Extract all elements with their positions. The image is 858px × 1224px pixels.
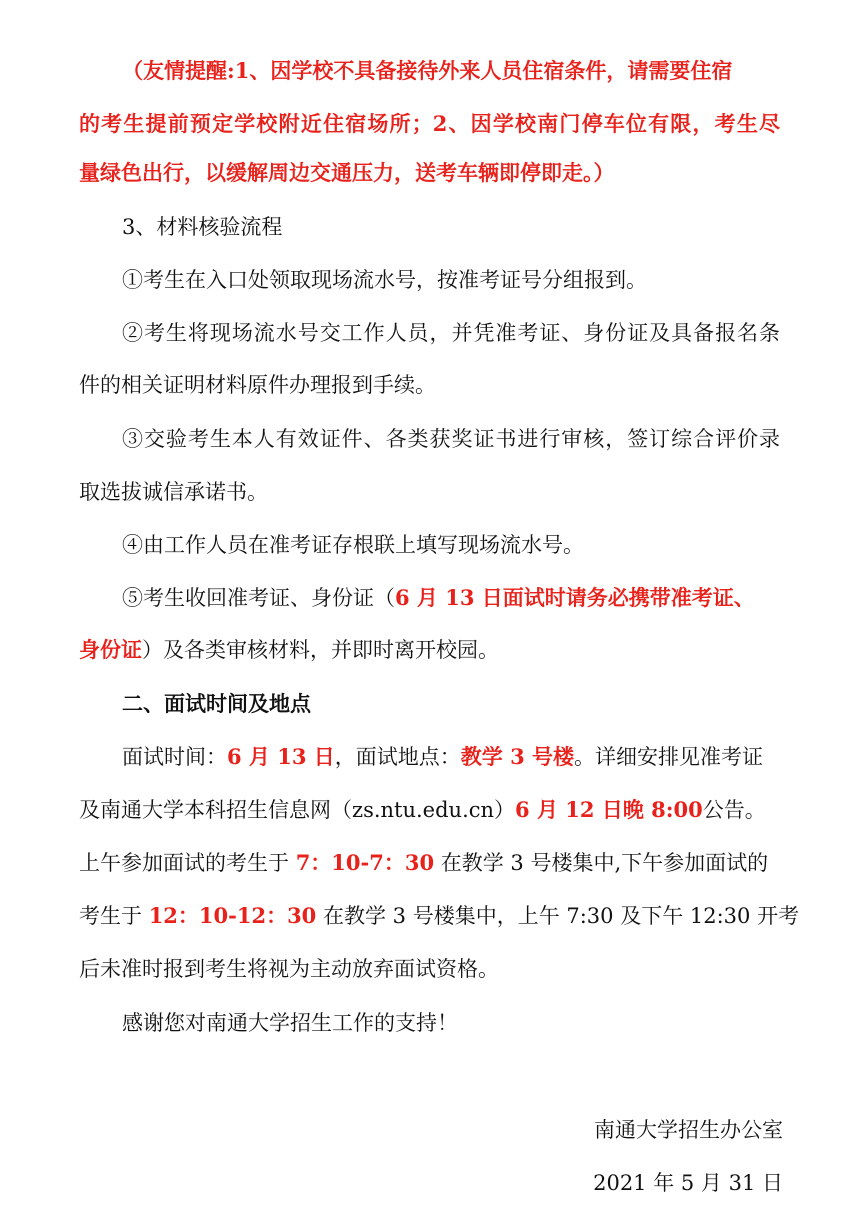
step-2-line-1: ②考生将现场流水号交工作人员，并凭准考证、身份证及具备报名条 — [122, 321, 780, 345]
interview-line-5: 后未准时报到考生将视为主动放弃面试资格。 — [79, 957, 499, 981]
interview-line-1 — [122, 742, 780, 772]
step-5-prefix: ⑤考生收回准考证、身份证（ — [122, 586, 395, 610]
section-heading-interview: 二、面试时间及地点 — [122, 691, 311, 716]
interview-time-label: 面试时间： — [122, 745, 227, 769]
step-5-line-2 — [79, 635, 780, 665]
website-text: 及南通大学本科招生信息网（zs.ntu.edu.cn） — [79, 798, 516, 822]
step-4: ④由工作人员在准考证存根联上填写现场流水号。 — [122, 533, 584, 557]
thanks-text: 感谢您对南通大学招生工作的支持！ — [122, 1011, 458, 1035]
interview-line-4 — [79, 901, 800, 931]
interview-line-3 — [79, 848, 780, 878]
announcement-time: 6 月 12 日晚 8:00 — [515, 797, 703, 822]
afternoon-gather-time: 12：10-12：30 — [148, 903, 317, 928]
signature-date: 2021 年 5 月 31 日 — [593, 1171, 783, 1195]
step-5-suffix: ）及各类审核材料，并即时离开校园。 — [142, 638, 499, 662]
step-3-line-2: 取选拔诚信承诺书。 — [79, 480, 268, 504]
announcement-suffix: 公告。 — [702, 798, 766, 822]
step-5-red-notice: 6 月 13 日面试时请务必携带准考证、 — [395, 585, 755, 610]
interview-place-label: ，面试地点： — [334, 745, 461, 769]
step-3-line-1: ③交验考生本人有效证件、各类获奖证书进行审核，签订综合评价录 — [122, 427, 780, 451]
afternoon-location-text: 在教学 3 号楼集中，上午 7:30 及下午 12:30 开考 — [316, 904, 800, 928]
morning-text: 上午参加面试的考生于 — [79, 851, 296, 875]
morning-gather-time: 7：10-7：30 — [295, 850, 435, 875]
interview-date: 6 月 13 日 — [227, 744, 335, 769]
step-1: ①考生在入口处领取现场流水号，按准考证号分组报到。 — [122, 268, 647, 292]
section-heading-material-check: 3、材料核验流程 — [122, 215, 283, 239]
step-2-line-2: 件的相关证明材料原件办理报到手续。 — [79, 373, 436, 397]
interview-line-2 — [79, 795, 780, 825]
step-5-red-id: 身份证 — [79, 637, 142, 662]
morning-location-text: 在教学 3 号楼集中,下午参加面试的 — [434, 851, 769, 875]
afternoon-text: 考生于 — [79, 904, 149, 928]
reminder-line-2: 的考生提前预定学校附近住宿场所；2、因学校南门停车位有限，考生尽 — [79, 111, 780, 136]
interview-detail-text: 。详细安排见准考证 — [574, 745, 764, 769]
step-5-line-1 — [122, 583, 780, 613]
interview-place: 教学 3 号楼 — [460, 744, 575, 769]
reminder-line-1: （友情提醒:1、因学校不具备接待外来人员住宿条件，请需要住宿 — [122, 58, 733, 83]
signature-office: 南通大学招生办公室 — [594, 1118, 783, 1142]
reminder-line-3: 量绿色出行，以缓解周边交通压力，送考车辆即停即走。） — [79, 160, 615, 185]
